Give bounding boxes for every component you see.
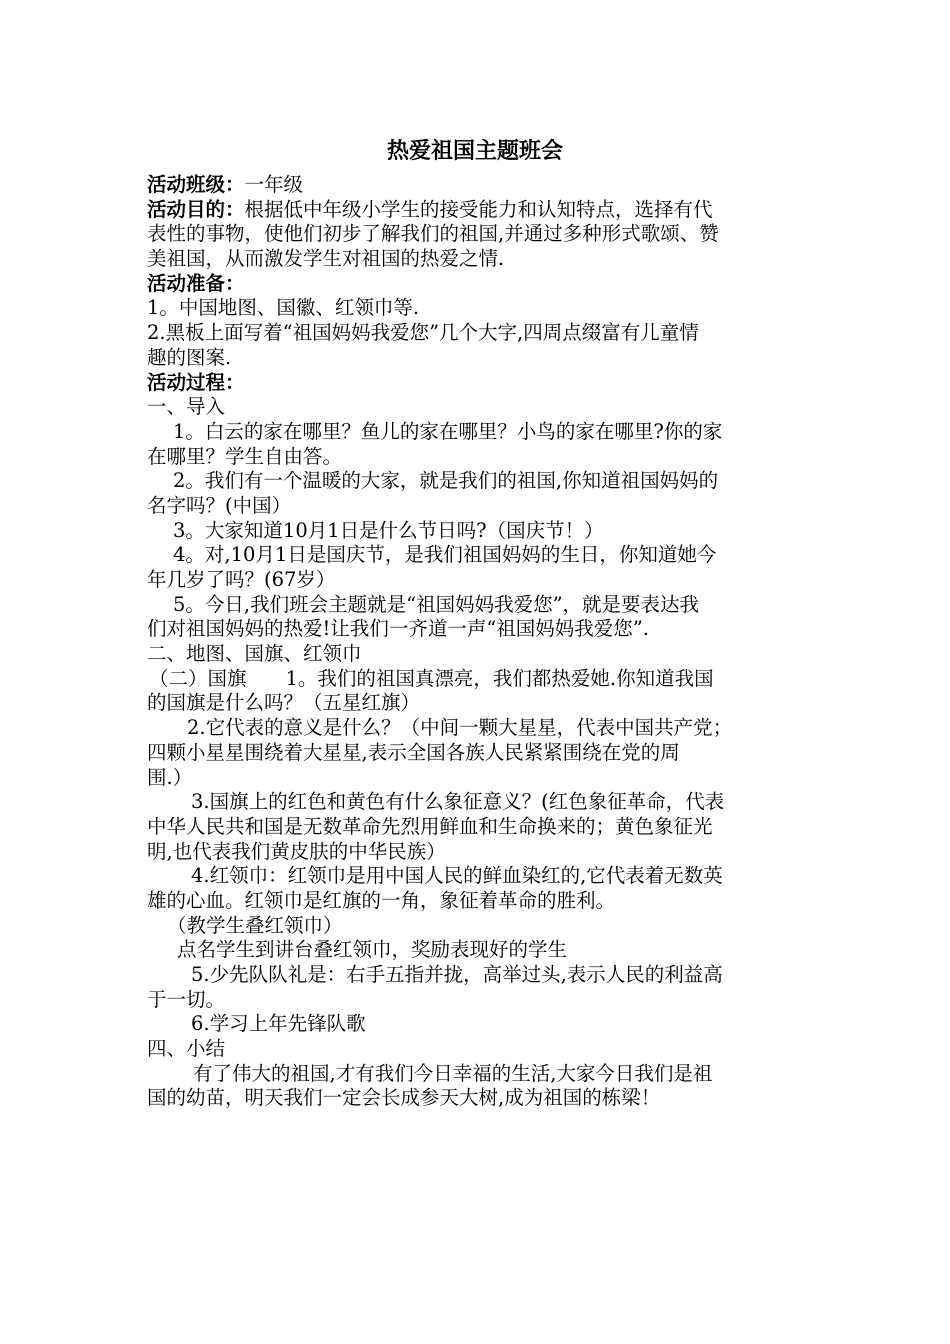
process-line: 点名学生到讲台叠红领巾，奖励表现好的学生 (177, 938, 568, 962)
process-line: 雄的心血。红领巾是红旗的一角，象征着革命的胜利。 (147, 888, 616, 912)
process-line: 在哪里？学生自由答。 (147, 444, 343, 468)
purpose-line: 美祖国，从而激发学生对祖国的热爱之情. (147, 247, 505, 271)
purpose-label: 活动目的： (147, 197, 245, 221)
process-line: 2。我们有一个温暖的大家，就是我们的祖国,你知道祖国妈妈的 (173, 469, 719, 493)
process-line: 5.少先队队礼是：右手五指并拢，高举过头,表示人民的利益高 (191, 963, 723, 986)
process-line: 2.它代表的意义是什么？（中间一颗大星星，代表中国共产党； (187, 716, 733, 740)
process-label: 活动过程： (147, 370, 245, 394)
prep-line: 2.黑板上面写着“祖国妈妈我爱您”几个大字,四周点缀富有儿童情 (147, 321, 699, 345)
document-body (147, 173, 817, 1111)
process-line: 名字吗？(中国） (147, 493, 292, 517)
process-line: 四颗小星星围绕着大星星,表示全国各族人民紧紧围绕在党的周 (147, 740, 680, 764)
process-line: 围.） (147, 765, 193, 789)
class-label: 活动班级： (147, 173, 245, 196)
section-heading: 二、地图、国旗、红领巾 (147, 642, 362, 666)
process-line: 明,也代表我们黄皮肤的中华民族） (147, 839, 446, 863)
process-line: 们对祖国妈妈的热爱!让我们一齐道一声“祖国妈妈我爱您”. (147, 617, 649, 641)
process-line: 的国旗是什么吗？（五星红旗） (147, 691, 421, 715)
purpose-line: 表性的事物，使他们初步了解我们的祖国,并通过多种形式歌颂、赞 (147, 222, 719, 246)
purpose-line (147, 198, 817, 223)
section-heading: 一、导入 (147, 395, 226, 419)
purpose-text: 根据低中年级小学生的接受能力和认知特点，选择有代 (244, 197, 713, 221)
process-line: 中华人民共和国是无数革命先烈用鲜血和生命换来的；黄色象征光 (147, 814, 713, 838)
process-line: 于一切。 (147, 987, 226, 1011)
process-line: 3。大家知道10月1日是什么节日吗?（国庆节！） (173, 518, 604, 542)
prep-line: 1。中国地图、国徽、红领巾等. (147, 296, 420, 320)
process-line: 3.国旗上的红色和黄色有什么象征意义？(红色象征革命，代表 (191, 790, 725, 814)
class-line (147, 173, 817, 198)
document-title: 热爱祖国主题班会 (386, 138, 563, 164)
section-heading: 四、小结 (147, 1037, 226, 1061)
process-line: 1。白云的家在哪里？鱼儿的家在哪里？小鸟的家在哪里?你的家 (173, 419, 723, 443)
class-value: 一年级 (244, 173, 304, 196)
process-line: （教学生叠红领巾） (167, 913, 343, 937)
prep-line: 趣的图案. (147, 345, 232, 369)
process-line: 6.学习上年先锋队歌 (191, 1012, 366, 1036)
process-line: 5。今日,我们班会主题就是“祖国妈妈我爱您”，就是要表达我 (173, 592, 700, 616)
process-line: 有了伟大的祖国,才有我们今日幸福的生活,大家今日我们是祖 (193, 1061, 713, 1085)
process-line: 4.红领巾：红领巾是用中国人民的鲜血染红的,它代表着无数英 (191, 864, 723, 888)
process-line: （二）国旗 1。我们的祖国真漂亮，我们都热爱她.你知道我国 (149, 666, 714, 690)
process-line: 国的幼苗，明天我们一定会长成参天大树,成为祖国的栋梁！ (147, 1086, 661, 1110)
process-line: 4。对,10月1日是国庆节，是我们祖国妈妈的生日，你知道她今 (173, 543, 717, 567)
process-line: 年几岁了吗？(67岁） (147, 568, 336, 591)
prep-label: 活动准备： (147, 271, 245, 295)
